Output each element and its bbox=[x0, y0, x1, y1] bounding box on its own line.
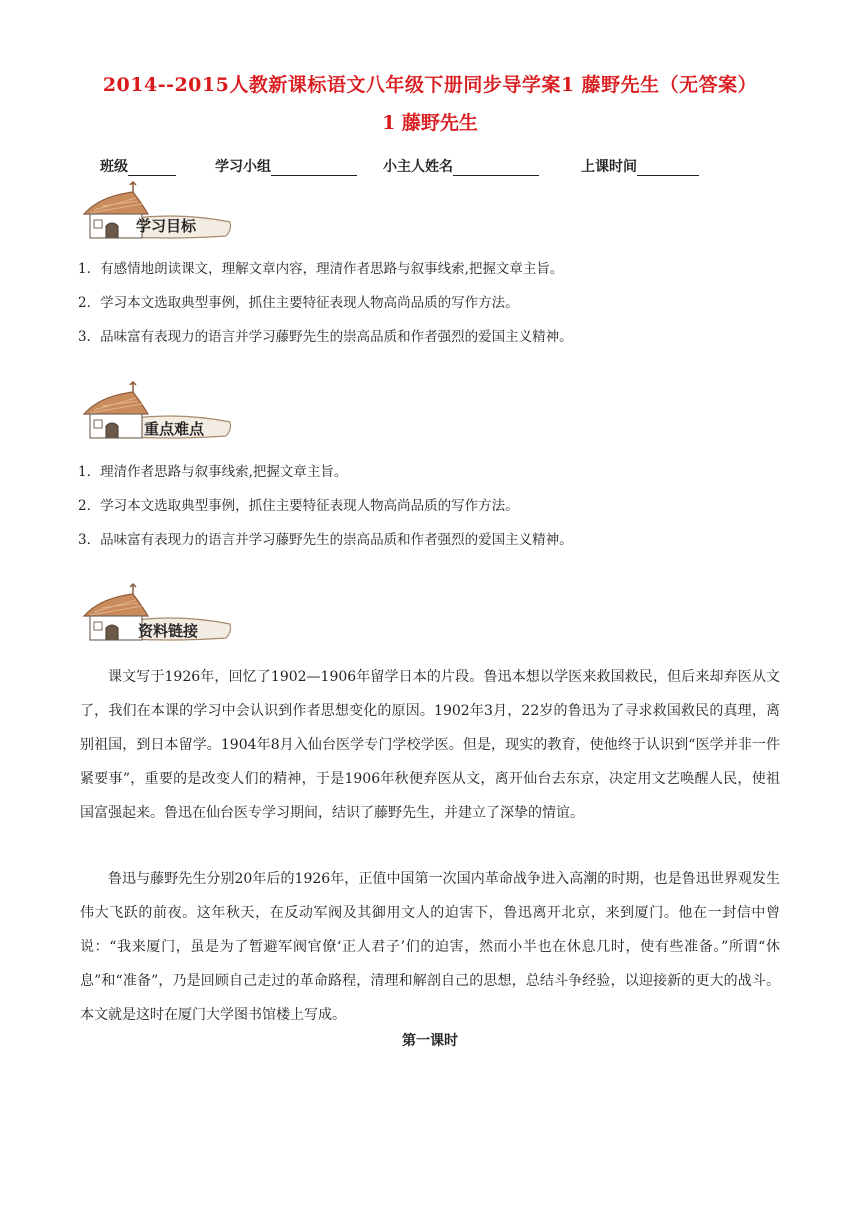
host-field bbox=[383, 156, 539, 176]
objectives-label: 学习目标 bbox=[136, 217, 197, 235]
materials-badge bbox=[80, 582, 240, 644]
class-field bbox=[100, 156, 176, 176]
key-points-badge bbox=[80, 380, 240, 442]
host-blank[interactable] bbox=[453, 160, 539, 176]
list-item: 3．品味富有表现力的语言并学习藤野先生的崇高品质和作者强烈的爱国主义精神。 bbox=[78, 532, 573, 548]
materials-label: 资料链接 bbox=[138, 622, 199, 640]
class-label: 班级 bbox=[100, 159, 128, 175]
key-points-label: 重点难点 bbox=[144, 420, 205, 438]
host-label: 小主人姓名 bbox=[383, 159, 453, 175]
list-item: 1．理清作者思路与叙事线索,把握文章主旨。 bbox=[78, 464, 348, 480]
time-field bbox=[581, 156, 699, 176]
objectives-badge bbox=[80, 180, 240, 242]
list-item: 1．有感情地朗读课文，理解文章内容，理清作者思路与叙事线索,把握文章主旨。 bbox=[78, 261, 564, 277]
materials-paragraph-1: 课文写于1926年，回忆了1902—1906年留学日本的片段。鲁迅本想以学医来救国救民，但后来却弃医从文了，我们在本课的学习中会认识到作者思想变化的原因。1902年3月，22岁的鲁迅为了寻求救国救民的真理，离别祖国，到日本留学。1904年8月入仙台医学专门学校学医。但是，现实的教育，使他终于认识到“医学并非一件紧要事”，重要的是改变人们的精神，于是1906年秋便弃医从文，离开仙台去东京，决定用文艺唤醒人民，使祖国富强起来。鲁迅在仙台医专学习期间，结识了藤野先生，并建立了深挚的情谊。 bbox=[80, 669, 780, 821]
class-blank[interactable] bbox=[128, 160, 176, 176]
materials-paragraph-2: 鲁迅与藤野先生分别20年后的1926年，正值中国第一次国内革命战争进入高潮的时期，也是鲁迅世界观发生伟大飞跃的前夜。这年秋天，在反动军阀及其御用文人的迫害下，鲁迅离开北京，来到厦门。他在一封信中曾说：“我来厦门，虽是为了暂避军阀官僚‘正人君子’们的迫害，然而小半也在休息几时，使有些准备。”所谓“休息”和“准备”，乃是回顾自己走过的革命路程，清理和解剖自己的思想，总结斗争经验，以迎接新的更大的战斗。本文就是这时在厦门大学图书馆楼上写成。 bbox=[80, 871, 780, 1023]
first-lesson-heading: 第一课时 bbox=[402, 1033, 458, 1049]
time-label: 上课时间 bbox=[581, 159, 637, 175]
document-title: 2014--2015人教新课标语文八年级下册同步导学案1 藤野先生（无答案） bbox=[102, 74, 758, 96]
objectives-list bbox=[78, 252, 798, 354]
group-blank[interactable] bbox=[271, 160, 357, 176]
info-row bbox=[100, 156, 740, 178]
lesson-title: 1 藤野先生 bbox=[382, 112, 478, 134]
list-item: 3．品味富有表现力的语言并学习藤野先生的崇高品质和作者强烈的爱国主义精神。 bbox=[78, 329, 573, 345]
group-label: 学习小组 bbox=[215, 159, 271, 175]
group-field bbox=[215, 156, 357, 176]
key-points-list bbox=[78, 455, 798, 557]
time-blank[interactable] bbox=[637, 160, 699, 176]
list-item: 2．学习本文选取典型事例，抓住主要特征表现人物高尚品质的写作方法。 bbox=[78, 295, 519, 311]
list-item: 2．学习本文选取典型事例，抓住主要特征表现人物高尚品质的写作方法。 bbox=[78, 498, 519, 514]
